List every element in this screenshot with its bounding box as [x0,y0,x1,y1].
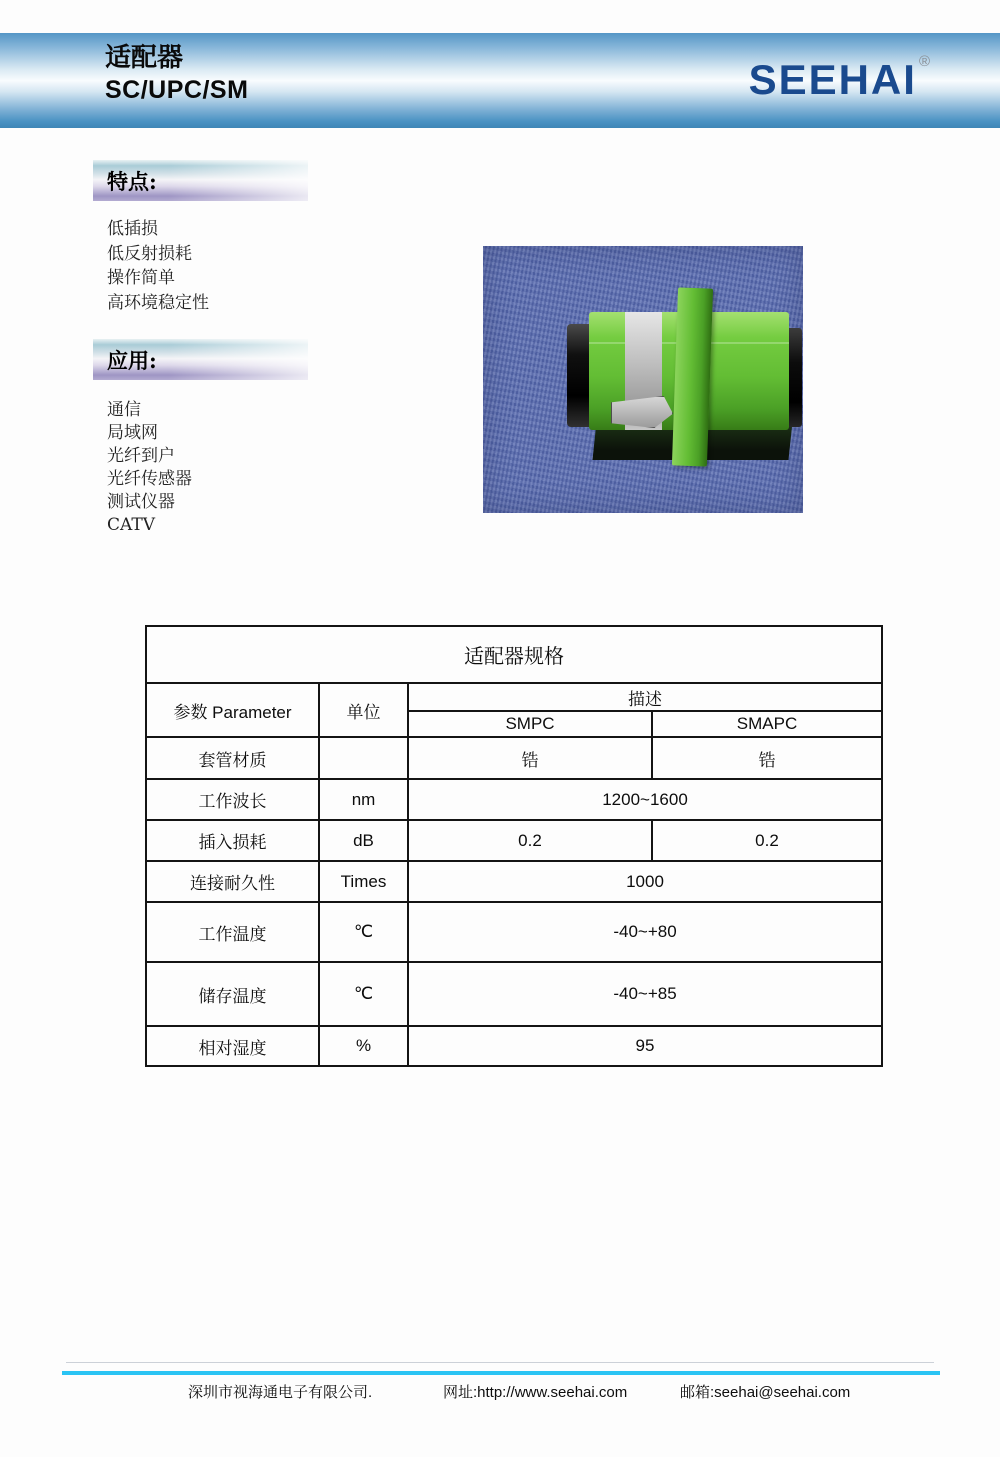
feature-item: 操作简单 [107,268,175,288]
cell-smapc: 锆 [652,737,882,779]
table-row [146,861,882,902]
feature-item: 低反射损耗 [107,243,192,264]
cell-value: 1200~1600 [408,779,882,820]
col-header-parameter: 参数 Parameter [146,683,319,737]
adapter-flange [672,287,713,466]
cell-unit: % [319,1026,408,1066]
cell-unit: dB [319,820,408,861]
features-banner [93,160,308,201]
cell-param: 套管材质 [146,737,319,779]
cell-unit: ℃ [319,902,408,962]
cell-smapc: 0.2 [652,820,882,861]
cell-param: 连接耐久性 [146,861,319,902]
cell-param: 工作波长 [146,779,319,820]
footer [0,1381,1000,1401]
cell-param: 工作温度 [146,902,319,962]
footer-email: 邮箱:seehai@seehai.com [680,1384,851,1401]
table-row [146,1026,882,1066]
application-item: 局域网 [107,423,158,443]
cell-unit [319,737,408,779]
spec-table [145,625,883,1067]
footer-thin-divider [66,1362,934,1363]
table-row [146,820,882,861]
col-header-description: 描述 [408,683,882,711]
table-row [146,902,882,962]
cell-unit: Times [319,861,408,902]
cell-unit: ℃ [319,962,408,1026]
application-item: CATV [107,515,155,535]
table-row [146,737,882,779]
applications-banner [93,339,308,380]
col-header-smapc: SMAPC [652,711,882,737]
features-list [107,217,209,315]
col-header-unit: 单位 [319,683,408,737]
product-title-block [105,41,248,105]
application-item: 光纤传感器 [107,469,192,489]
spec-table-title: 适配器规格 [146,626,882,683]
cell-value: 95 [408,1026,882,1066]
registered-trademark-icon: ® [918,53,930,70]
application-item: 通信 [107,400,141,420]
table-row [146,779,882,820]
table-row [146,626,882,683]
brand-logo-text: SEEHAI [748,56,917,103]
application-item: 测试仪器 [107,492,175,512]
footer-website: 网址:http://www.seehai.com [443,1384,628,1401]
cell-value: -40~+80 [408,902,882,962]
table-row [146,683,882,711]
cell-param: 插入损耗 [146,820,319,861]
applications-heading: 应用: [107,347,157,373]
features-heading: 特点: [107,168,157,194]
col-header-smpc: SMPC [408,711,652,737]
applications-list [107,399,192,537]
cell-smpc: 0.2 [408,820,652,861]
table-row [146,962,882,1026]
cell-param: 相对湿度 [146,1026,319,1066]
page-header-band [0,33,1000,128]
footer-accent-divider [62,1371,940,1375]
brand-logo [749,53,930,104]
feature-item: 低插损 [107,219,158,239]
cell-param: 储存温度 [146,962,319,1026]
product-title: 适配器 [105,43,184,73]
feature-item: 高环境稳定性 [107,292,209,313]
product-photo [483,246,803,513]
cell-unit: nm [319,779,408,820]
cell-value: 1000 [408,861,882,902]
application-item: 光纤到户 [107,446,175,466]
footer-company: 深圳市视海通电子有限公司. [188,1384,373,1401]
cell-smpc: 锆 [408,737,652,779]
product-subtitle: SC/UPC/SM [105,76,249,104]
cell-value: -40~+85 [408,962,882,1026]
